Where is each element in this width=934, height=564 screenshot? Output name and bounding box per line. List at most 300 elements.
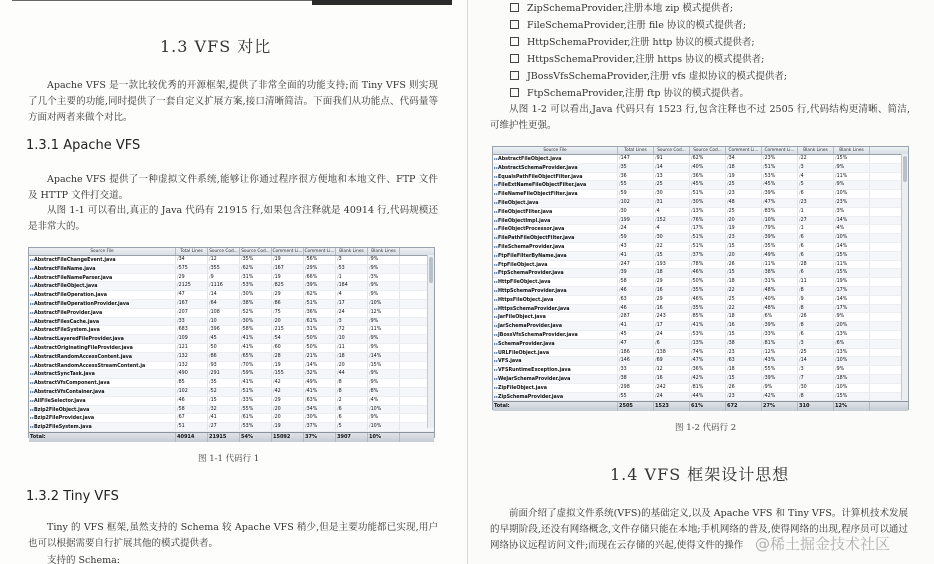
value-cell: ∕ 41% [240, 344, 272, 352]
total-value: 672 [726, 402, 762, 411]
table-row[interactable] [493, 349, 908, 358]
value-cell: ∕ 132 [176, 362, 208, 370]
code-lines-table-1 [28, 247, 435, 438]
value-cell: ∕ 45% [690, 181, 726, 189]
value-cell: ∕ 33 [618, 366, 654, 374]
table-row[interactable] [493, 313, 908, 322]
value-cell: ∕ 9% [368, 414, 400, 422]
total-value: 54% [240, 433, 272, 442]
value-cell: ∕ 19 [272, 423, 304, 431]
table-row[interactable] [29, 265, 434, 274]
value-cell: ∕ 72 [336, 326, 368, 334]
value-cell: ∕ 16 [654, 287, 690, 295]
value-cell: ∕ 35 [618, 164, 654, 172]
value-cell: ∕ 61% [304, 318, 336, 326]
value-cell: ∕ 18 [726, 313, 762, 321]
table-row[interactable] [29, 423, 434, 432]
value-cell: ∕ 42% [762, 393, 798, 401]
value-cell: ∕ 10% [834, 384, 870, 392]
value-cell: ∕ 39 [618, 269, 654, 277]
value-cell: ∕ 22 [726, 287, 762, 295]
value-cell: ∕ 50% [690, 278, 726, 286]
value-cell: ∕ 46% [690, 269, 726, 277]
value-cell: ∕ 32 [208, 406, 240, 414]
scrollbar-thumb[interactable] [429, 257, 433, 283]
value-cell: ∕ 53% [240, 423, 272, 431]
value-cell: ∕ 10 [336, 335, 368, 343]
value-cell: ∕ 8 [336, 379, 368, 387]
value-cell: ∕ 291 [208, 370, 240, 378]
value-cell: ∕ 35% [240, 256, 272, 264]
table-row[interactable] [29, 326, 434, 335]
value-cell: ∕ 11% [762, 261, 798, 269]
value-cell: ∕ 65% [240, 353, 272, 361]
total-value: 15092 [272, 433, 304, 442]
value-cell: ∕ 12 [654, 366, 690, 374]
file-name-cell: ▸▸ HttpsFileObject.java [493, 296, 618, 304]
value-cell: ∕ 29 [654, 278, 690, 286]
value-cell: ∕ 19% [834, 278, 870, 286]
site-watermark: @稀土掘金技术社区 [755, 535, 891, 553]
file-name-cell: ▸▸ AbstractLayeredFileProvider.java [29, 335, 176, 343]
table-row[interactable] [493, 199, 908, 208]
value-cell: ∕ 10% [834, 357, 870, 365]
table-header [493, 147, 908, 155]
value-cell: ∕ 55 [618, 393, 654, 401]
value-cell: ∕ 28 [272, 353, 304, 361]
value-cell: ∕ 14% [834, 243, 870, 251]
list-item: ZipSchemaProvider,注册本地 zip 模式提供者; [510, 0, 733, 14]
value-cell: ∕ 35 [208, 379, 240, 387]
table-row[interactable] [493, 269, 908, 278]
value-cell: ∕ 15% [834, 393, 870, 401]
value-cell: ∕ 12 [208, 256, 240, 264]
table-row[interactable] [493, 357, 908, 366]
table-row[interactable] [493, 393, 908, 402]
column-header[interactable]: Blank Lines [798, 147, 834, 154]
table-row[interactable] [29, 300, 434, 309]
value-cell: ∕ 12% [762, 349, 798, 357]
file-name-cell: ▸▸ AbstractRandomAccessContent.java [29, 353, 176, 361]
file-name-cell: ▸▸ FileNameFileObjectFilter.java [493, 190, 618, 198]
value-cell: ∕ 24 [618, 225, 654, 233]
value-cell: ∕ 60 [272, 344, 304, 352]
table-row[interactable] [29, 256, 434, 265]
value-cell: ∕ 13% [690, 340, 726, 348]
value-cell: ∕ 14% [368, 353, 400, 361]
file-name-cell: ▸▸ Bzip2FileSystem.java [29, 423, 176, 431]
table-row[interactable] [493, 164, 908, 173]
value-cell: ∕ 29% [304, 265, 336, 273]
value-cell: ∕ 8 [798, 393, 834, 401]
total-value: 2505 [618, 402, 654, 411]
value-cell: ∕ 30% [304, 414, 336, 422]
value-cell: ∕ 25 [726, 296, 762, 304]
column-header[interactable]: Source Cod... [690, 147, 726, 154]
value-cell: ∕ 58% [240, 326, 272, 334]
value-cell: ∕ 47 [618, 340, 654, 348]
value-cell: ∕ 42 [272, 388, 304, 396]
value-cell: ∕ 48% [762, 287, 798, 295]
value-cell: ∕ 20 [272, 414, 304, 422]
table-row[interactable] [493, 181, 908, 190]
value-cell: ∕ 62% [304, 291, 336, 299]
value-cell: ∕ 30 [618, 208, 654, 216]
file-name-cell: ▸▸ JarFileObject.java [493, 313, 618, 321]
value-cell: ∕ 17% [690, 225, 726, 233]
file-name-cell: ▸▸ HttpsSchemaProvider.java [493, 305, 618, 313]
value-cell: ∕ 9 [798, 296, 834, 304]
value-cell: ∕ 42% [690, 375, 726, 383]
value-cell: ∕ 26 [798, 313, 834, 321]
value-cell: ∕ 27 [208, 423, 240, 431]
file-name-cell: ▸▸ FilePathFileObjectFilter.java [493, 234, 618, 242]
value-cell: ∕ 9% [834, 181, 870, 189]
value-cell: ∕ 24 [654, 331, 690, 339]
file-name-cell: ▸▸ VFSRuntimeException.java [493, 366, 618, 374]
total-value: 61% [690, 402, 726, 411]
table-row[interactable] [29, 388, 434, 397]
table-row[interactable] [29, 344, 434, 353]
value-cell: ∕ 47% [762, 199, 798, 207]
table-row[interactable] [29, 414, 434, 423]
value-cell: ∕ 6 [336, 406, 368, 414]
total-value: 1523 [654, 402, 690, 411]
value-cell: ∕ 20% [834, 322, 870, 330]
value-cell: ∕ 138 [654, 349, 690, 357]
value-cell: ∕ 46 [618, 305, 654, 313]
file-name-cell: ▸▸ AbstractSyncTask.java [29, 370, 176, 378]
value-cell: ∕ 49% [762, 252, 798, 260]
table-row[interactable] [493, 384, 908, 393]
scrollbar-thumb[interactable] [903, 156, 907, 182]
value-cell: ∕ 30 [654, 234, 690, 242]
file-name-cell: ▸▸ AbstractSchemaProvider.java [493, 164, 618, 172]
table-row[interactable] [493, 375, 908, 384]
table-scrollbar[interactable] [427, 255, 434, 428]
file-name-cell: ▸▸ AbstractFileObject.java [29, 282, 176, 290]
value-cell: ∕ 38% [762, 269, 798, 277]
column-header[interactable]: Source Cod... [654, 147, 690, 154]
value-cell: ∕ 10% [368, 423, 400, 431]
value-cell: ∕ 26 [726, 384, 762, 392]
value-cell: ∕ 34 [726, 155, 762, 163]
table-row[interactable] [493, 225, 908, 234]
value-cell: ∕ 30% [240, 318, 272, 326]
column-header[interactable]: Blank Lines [368, 248, 400, 255]
table-row[interactable] [493, 243, 908, 252]
code-lines-table-2 [492, 146, 909, 410]
value-cell: ∕ 35% [762, 243, 798, 251]
value-cell: ∕ 30% [690, 199, 726, 207]
value-cell: ∕ 63% [304, 397, 336, 405]
column-header[interactable]: Blank Lines [336, 248, 368, 255]
value-cell: ∕ 91 [654, 155, 690, 163]
column-header[interactable]: Blank Lines [834, 147, 870, 154]
value-cell: ∕ 9% [368, 344, 400, 352]
file-name-cell: ▸▸ FileExtNameFileObjectFilter.java [493, 181, 618, 189]
value-cell: ∕ 66% [304, 274, 336, 282]
file-name-cell: ▸▸ AbstractRandomAccessStreamContent.ja [29, 362, 176, 370]
column-header[interactable]: Comment Li... [726, 147, 762, 154]
value-cell: ∕ 70% [240, 362, 272, 370]
file-name-cell: ▸▸ AbstractVfsComponent.java [29, 379, 176, 387]
value-cell: ∕ 50 [208, 344, 240, 352]
value-cell: ∕ 50% [304, 335, 336, 343]
figure-caption-1-2: 图 1-2 代码行 2 [675, 423, 737, 433]
value-cell: ∕ 33% [762, 331, 798, 339]
value-cell: ∕ 9% [762, 384, 798, 392]
value-cell: ∕ 33% [240, 397, 272, 405]
file-name-cell: ▸▸ FileObject.java [493, 199, 618, 207]
table-row[interactable] [493, 234, 908, 243]
value-cell: ∕ 29 [272, 291, 304, 299]
file-name-cell: ▸▸ Bzip2FileObject.java [29, 406, 176, 414]
column-header[interactable]: Comment Li... [762, 147, 798, 154]
value-cell: ∕ 39% [304, 282, 336, 290]
table-row[interactable] [493, 340, 908, 349]
value-cell: ∕ 48 [726, 199, 762, 207]
table-row[interactable] [29, 353, 434, 362]
table-row[interactable] [29, 397, 434, 406]
checkbox-bullet-icon [510, 54, 519, 63]
value-cell: ∕ 36% [304, 309, 336, 317]
value-cell: ∕ 3 [798, 340, 834, 348]
value-cell: ∕ 23 [726, 190, 762, 198]
value-cell: ∕ 46% [690, 296, 726, 304]
value-cell: ∕ 16 [726, 322, 762, 330]
value-cell: ∕ 64 [208, 300, 240, 308]
value-cell: ∕ 15% [834, 252, 870, 260]
value-cell: ∕ 23 [726, 349, 762, 357]
value-cell: ∕ 23 [726, 234, 762, 242]
value-cell: ∕ 6 [798, 243, 834, 251]
value-cell: ∕ 8% [368, 388, 400, 396]
value-cell: ∕ 14% [834, 217, 870, 225]
checkbox-bullet-icon [510, 71, 519, 80]
value-cell: ∕ 23 [726, 393, 762, 401]
list-item: HttpsSchemaProvider,注册 https 协议的模式提供者; [510, 51, 764, 65]
value-cell: ∕ 15% [834, 269, 870, 277]
table-row[interactable] [493, 322, 908, 331]
value-cell: ∕ 41 [208, 414, 240, 422]
value-cell: ∕ 51% [690, 234, 726, 242]
value-cell: ∕ 55 [618, 181, 654, 189]
value-cell: ∕ 63 [726, 357, 762, 365]
value-cell: ∕ 51% [304, 300, 336, 308]
value-cell: ∕ 62% [690, 155, 726, 163]
value-cell: ∕ 4% [368, 397, 400, 405]
column-header[interactable]: Source File [493, 147, 618, 154]
value-cell: ∕ 43 [618, 243, 654, 251]
apache-vfs-paragraph: Apache VFS 提供了一种虚拟文件系统,能够让你通过程序很方便地和本地文件、FTP 文件及 HTTP 文件打交道。 [28, 174, 438, 201]
column-header[interactable]: Source File [29, 248, 176, 255]
value-cell: ∕ 12% [368, 309, 400, 317]
value-cell: ∕ 35% [690, 305, 726, 313]
value-cell: ∕ 28 [798, 261, 834, 269]
value-cell: ∕ 50% [304, 344, 336, 352]
file-name-cell: ▸▸ VFS.java [493, 357, 618, 365]
value-cell: ∕ 56% [304, 256, 336, 264]
value-cell: ∕ 29 [654, 296, 690, 304]
column-header[interactable]: Source Cod... [208, 248, 240, 255]
value-cell: ∕ 298 [618, 384, 654, 392]
value-cell: ∕ 38% [240, 300, 272, 308]
value-cell: ∕ 9% [368, 379, 400, 387]
file-name-cell: ▸▸ FtpSchemaProvider.java [493, 269, 618, 277]
value-cell: ∕ 15% [368, 362, 400, 370]
table-row[interactable] [29, 379, 434, 388]
table-row[interactable] [29, 282, 434, 291]
value-cell: ∕ 14 [798, 357, 834, 365]
value-cell: ∕ 30 [654, 190, 690, 198]
value-cell: ∕ 51% [690, 190, 726, 198]
value-cell: ∕ 15 [654, 252, 690, 260]
value-cell: ∕ 4 [654, 208, 690, 216]
list-item: JBossVfsSchemaProvider,注册 vfs 虚拟协议的模式提供者; [510, 68, 787, 82]
value-cell: ∕ 86 [272, 300, 304, 308]
table-row[interactable] [29, 335, 434, 344]
value-cell: ∕ 45 [208, 335, 240, 343]
value-cell: ∕ 9% [368, 256, 400, 264]
value-cell: ∕ 81% [690, 384, 726, 392]
value-cell: ∕ 4 [654, 225, 690, 233]
value-cell: ∕ 22 [798, 155, 834, 163]
value-cell: ∕ 31% [240, 274, 272, 282]
value-cell: ∕ 42 [272, 379, 304, 387]
value-cell: ∕ 19 [272, 256, 304, 264]
table-row[interactable] [493, 217, 908, 226]
file-name-cell: ▸▸ AbstractFileSystem.java [29, 326, 176, 334]
file-name-cell: ▸▸ AbstractFileObject.java [493, 155, 618, 163]
value-cell: ∕ 186 [618, 349, 654, 357]
value-cell: ∕ 47% [690, 357, 726, 365]
value-cell: ∕ 27 [798, 217, 834, 225]
value-cell: ∕ 396 [208, 326, 240, 334]
table-row[interactable] [29, 291, 434, 300]
table-row[interactable] [493, 287, 908, 296]
table-row[interactable] [493, 261, 908, 270]
file-name-cell: ▸▸ FtpFileFilterByName.java [493, 252, 618, 260]
value-cell: ∕ 55% [240, 406, 272, 414]
table-row[interactable] [493, 296, 908, 305]
value-cell: ∕ 683 [176, 326, 208, 334]
value-cell: ∕ 17% [834, 287, 870, 295]
apache-vfs-lines-paragraph: 从图 1-1 可以看出,真正的 Java 代码有 21915 行,如果包含注释就是 40914 行,代码规模还是非常大的。 [28, 205, 438, 232]
value-cell: ∕ 41% [240, 335, 272, 343]
file-name-cell: ▸▸ FileSchemaProvider.java [493, 243, 618, 251]
value-cell: ∕ 17 [654, 322, 690, 330]
value-cell: ∕ 76% [690, 217, 726, 225]
value-cell: ∕ 74% [690, 349, 726, 357]
value-cell: ∕ 51% [762, 164, 798, 172]
table-scrollbar[interactable] [901, 154, 908, 400]
value-cell: ∕ 6 [798, 234, 834, 242]
value-cell: ∕ 6% [834, 340, 870, 348]
value-cell: ∕ 34 [176, 256, 208, 264]
value-cell: ∕ 39% [762, 234, 798, 242]
value-cell: ∕ 81% [762, 340, 798, 348]
file-name-cell: ▸▸ AbstractFileName.java [29, 265, 176, 273]
table-row[interactable] [29, 274, 434, 283]
file-name-cell: ▸▸ ZipFileObject.java [493, 384, 618, 392]
table-row[interactable] [493, 331, 908, 340]
value-cell: ∕ 15 [208, 397, 240, 405]
value-cell: ∕ 48% [762, 305, 798, 313]
page-header-rule [12, 0, 442, 6]
table-row[interactable] [493, 252, 908, 261]
value-cell: ∕ 8 [798, 322, 834, 330]
value-cell: ∕ 6 [798, 331, 834, 339]
value-cell: ∕ 38 [618, 375, 654, 383]
column-header[interactable]: Total Lines [618, 147, 654, 154]
value-cell: ∕ 355 [208, 265, 240, 273]
column-header[interactable]: Total Lines [176, 248, 208, 255]
file-name-cell: ▸▸ HttpFileObject.java [493, 278, 618, 286]
table-row[interactable] [493, 173, 908, 182]
table-row[interactable] [493, 155, 908, 164]
table-row[interactable] [493, 305, 908, 314]
table-row[interactable] [493, 278, 908, 287]
table-row[interactable] [493, 366, 908, 375]
value-cell: ∕ 2125 [176, 282, 208, 290]
value-cell: ∕ 52 [208, 388, 240, 396]
table-row[interactable] [29, 406, 434, 415]
value-cell: ∕ 19 [726, 225, 762, 233]
value-cell: ∕ 132 [176, 353, 208, 361]
value-cell: ∕ 14 [208, 291, 240, 299]
value-cell: ∕ 20 [272, 318, 304, 326]
value-cell: ∕ 575 [176, 265, 208, 273]
file-name-cell: ▸▸ JarSchemaProvider.java [493, 322, 618, 330]
value-cell: ∕ 287 [618, 313, 654, 321]
value-cell: ∕ 34% [304, 406, 336, 414]
column-header[interactable]: Comment Li... [304, 249, 335, 254]
value-cell: ∕ 29 [272, 397, 304, 405]
value-cell: ∕ 63 [618, 296, 654, 304]
value-cell: ∕ 8 [798, 287, 834, 295]
value-cell: ∕ 54 [272, 335, 304, 343]
value-cell: ∕ 7 [798, 375, 834, 383]
value-cell: ∕ 9 [208, 274, 240, 282]
value-cell: ∕ 23% [762, 155, 798, 163]
table-row[interactable] [493, 208, 908, 217]
table-row[interactable] [493, 190, 908, 199]
column-header[interactable]: Source Cod... [240, 248, 272, 255]
value-cell: ∕ 20 [726, 217, 762, 225]
value-cell: ∕ 93 [208, 362, 240, 370]
file-name-cell: ▸▸ AbstractFileNameParser.java [29, 274, 176, 282]
value-cell: ∕ 4 [798, 173, 834, 181]
table-row[interactable] [29, 362, 434, 371]
column-header[interactable]: Comment Li... [272, 249, 303, 254]
total-value: 3907 [336, 433, 368, 442]
value-cell: ∕ 13% [690, 208, 726, 216]
value-cell: ∕ 199 [618, 217, 654, 225]
file-name-cell: ▸▸ FileObjectProcessor.java [493, 225, 618, 233]
value-cell: ∕ 16 [654, 375, 690, 383]
table-row[interactable] [29, 309, 434, 318]
table-row[interactable] [29, 318, 434, 327]
value-cell: ∕ 45 [618, 331, 654, 339]
value-cell: ∕ 30 [798, 384, 834, 392]
table-row[interactable] [29, 370, 434, 379]
value-cell: ∕ 102 [176, 388, 208, 396]
figure-caption-1-1: 图 1-1 代码行 1 [198, 454, 260, 464]
value-cell: ∕ 15 [726, 375, 762, 383]
checkbox-bullet-icon [510, 20, 519, 29]
value-cell: ∕ 55% [762, 366, 798, 374]
